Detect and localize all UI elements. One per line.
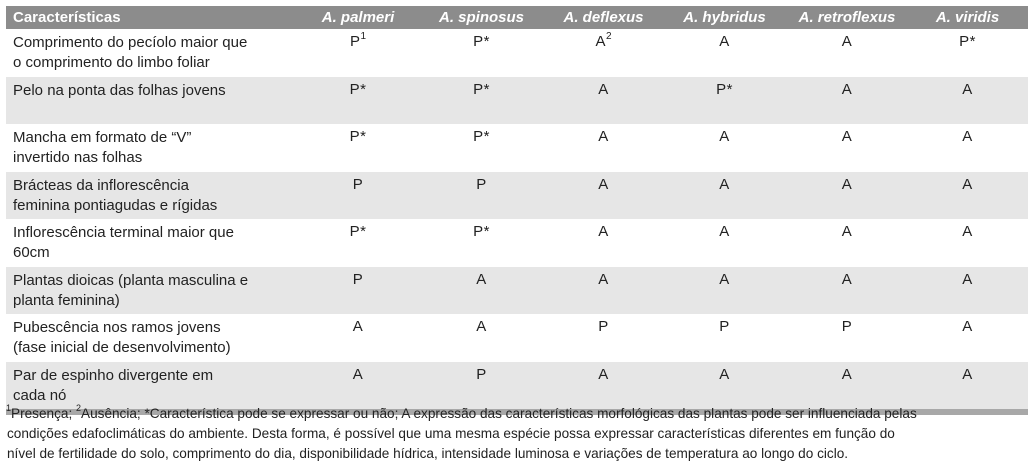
row-label-line: Pubescência nos ramos jovens [13, 319, 221, 336]
cell-value: A [841, 128, 853, 145]
table-cell [787, 124, 907, 172]
cell-value: A [962, 175, 973, 193]
footnote-text: Ausência; *Característica pode se expressar ou não; A expressão das características morfológicas das plantas pode ser influenciada pelas [81, 406, 917, 421]
table-cell [298, 362, 418, 410]
cell-value: P* [473, 128, 490, 145]
cell-value: P [719, 318, 730, 335]
row-label [6, 219, 298, 267]
cell-value: A [962, 128, 973, 145]
footnote-line-2: condições edafoclimáticas do ambiente. Desta forma, é possível que uma mesma espécie possa expressar características diferentes em função do [7, 426, 895, 441]
table-row [6, 77, 1028, 125]
table-cell [418, 124, 545, 172]
header-species: A. spinosus [438, 9, 524, 26]
table-cell [787, 29, 907, 77]
table-cell [298, 219, 418, 267]
cell-value: P* [349, 128, 367, 145]
characteristics-table [6, 6, 1028, 415]
cell-value: P* [473, 33, 490, 50]
cell-value: P [349, 33, 361, 50]
cell-value: P* [349, 223, 367, 240]
table-cell [662, 314, 787, 362]
table-row [6, 362, 1028, 410]
cell-value: A [352, 365, 364, 383]
cell-value: A [598, 175, 609, 193]
table-cell [545, 172, 662, 220]
table-cell [907, 172, 1028, 220]
cell-value: A [476, 318, 487, 335]
cell-value: A [719, 223, 730, 240]
cell-value: P [598, 318, 609, 335]
table-cell [662, 77, 787, 125]
row-label-line: Pelo na ponta das folhas jovens [13, 81, 226, 99]
cell-value: A [719, 33, 730, 50]
cell-value: P [476, 365, 487, 383]
table-cell [787, 362, 907, 410]
cell-value: A [598, 128, 609, 145]
cell-value: A [598, 223, 609, 240]
row-label-line: feminina pontiagudas e rígidas [13, 196, 218, 214]
footnote-line-3: nível de fertilidade do solo, comprimento do dia, disponibilidade hídrica, intensidade luminosa e variações de temperatura ao longo do ciclo. [7, 446, 849, 461]
header-species: A. viridis [935, 9, 1000, 26]
table-cell [298, 77, 418, 125]
table-cell [545, 314, 662, 362]
cell-value: P* [716, 80, 733, 98]
row-label [6, 77, 298, 125]
cell-value: A [719, 365, 730, 383]
table-cell [907, 314, 1028, 362]
cell-superscript: 1 [360, 31, 367, 42]
table-cell [787, 172, 907, 220]
table-cell [907, 77, 1028, 125]
cell-value: A [595, 33, 606, 50]
row-label-line: (fase inicial de desenvolvimento) [13, 339, 231, 356]
cell-value: P [352, 270, 364, 288]
row-label-line: Inflorescência terminal maior que [13, 224, 234, 241]
cell-value: A [598, 365, 609, 383]
table-cell [298, 29, 418, 77]
cell-value: A [598, 270, 609, 288]
table-header [6, 6, 1028, 29]
row-label-line: invertido nas folhas [13, 149, 143, 166]
header-species: A. palmeri [321, 9, 395, 26]
footnote-line-1 [6, 404, 1024, 424]
row-label-line: cada nó [13, 386, 67, 404]
table-cell [907, 362, 1028, 410]
footnote-presenca: Presença; [11, 406, 76, 421]
table-cell [545, 124, 662, 172]
row-label [6, 172, 298, 220]
table-cell [418, 29, 545, 77]
table-cell [545, 267, 662, 315]
row-label [6, 267, 298, 315]
cell-value: A [841, 365, 853, 383]
cell-value: A [962, 223, 973, 240]
header-caracteristicas: Características [13, 9, 121, 26]
cell-value: A [841, 270, 853, 288]
table-row [6, 172, 1028, 220]
table-cell [662, 124, 787, 172]
row-label-line: o comprimento do limbo foliar [13, 54, 210, 71]
cell-value: P [352, 175, 364, 193]
footnote-sup-2: 2 [76, 403, 82, 414]
table-body [6, 29, 1028, 409]
cell-value: A [841, 33, 853, 50]
table-cell [418, 172, 545, 220]
header-species: A. deflexus [563, 9, 644, 26]
row-label-line: Par de espinho divergente em [13, 366, 214, 384]
cell-value: A [841, 80, 853, 98]
table-cell [662, 267, 787, 315]
table-cell [907, 219, 1028, 267]
row-label [6, 362, 298, 410]
row-label [6, 29, 298, 77]
table-cell [545, 219, 662, 267]
table-cell [418, 219, 545, 267]
table-cell [418, 267, 545, 315]
row-label-line: Comprimento do pecíolo maior que [13, 34, 248, 51]
row-label [6, 124, 298, 172]
header-species: A. retroflexus [798, 9, 896, 26]
table-cell [787, 267, 907, 315]
footnote-sup-1: 1 [6, 403, 12, 414]
table-cell [418, 77, 545, 125]
row-label-line: planta feminina) [13, 291, 120, 309]
row-label-line: Brácteas da inflorescência [13, 176, 189, 194]
cell-value: P [841, 318, 853, 335]
cell-value: P* [349, 80, 367, 98]
cell-value: P* [959, 33, 976, 50]
table-row [6, 314, 1028, 362]
table-cell [545, 77, 662, 125]
row-label-line: Plantas dioicas (planta masculina e [13, 271, 249, 289]
table-cell [907, 29, 1028, 77]
row-label-line: 60cm [13, 244, 50, 261]
cell-value: A [962, 80, 973, 98]
table-cell [907, 124, 1028, 172]
cell-value: A [962, 365, 973, 383]
cell-value: A [476, 270, 487, 288]
cell-value: A [598, 80, 609, 98]
cell-value: P [476, 175, 487, 193]
cell-value: P* [473, 223, 490, 240]
table-cell [298, 267, 418, 315]
table-row [6, 267, 1028, 315]
table-cell [907, 267, 1028, 315]
header-species: A. hybridus [683, 9, 766, 26]
table-cell [545, 29, 662, 77]
table-cell [418, 314, 545, 362]
table-cell [418, 362, 545, 410]
cell-value: A [352, 318, 364, 335]
cell-value: A [962, 270, 973, 288]
table-row [6, 219, 1028, 267]
cell-value: P* [473, 80, 490, 98]
table-cell [662, 29, 787, 77]
table-cell [787, 219, 907, 267]
cell-value: A [719, 128, 730, 145]
cell-value: A [719, 270, 730, 288]
cell-value: A [841, 175, 853, 193]
table-cell [662, 362, 787, 410]
row-label [6, 314, 298, 362]
table-row [6, 29, 1028, 77]
table-row [6, 124, 1028, 172]
table-cell [545, 362, 662, 410]
table-cell [662, 219, 787, 267]
cell-value: A [719, 175, 730, 193]
table-cell [787, 314, 907, 362]
table-cell [298, 124, 418, 172]
footnote [6, 404, 1024, 464]
table-cell [298, 172, 418, 220]
cell-superscript: 2 [605, 31, 612, 42]
row-label-line: Mancha em formato de “V” [13, 129, 192, 146]
cell-value: A [841, 223, 853, 240]
cell-value: A [962, 318, 973, 335]
table-cell [787, 77, 907, 125]
table-cell [298, 314, 418, 362]
table-cell [662, 172, 787, 220]
